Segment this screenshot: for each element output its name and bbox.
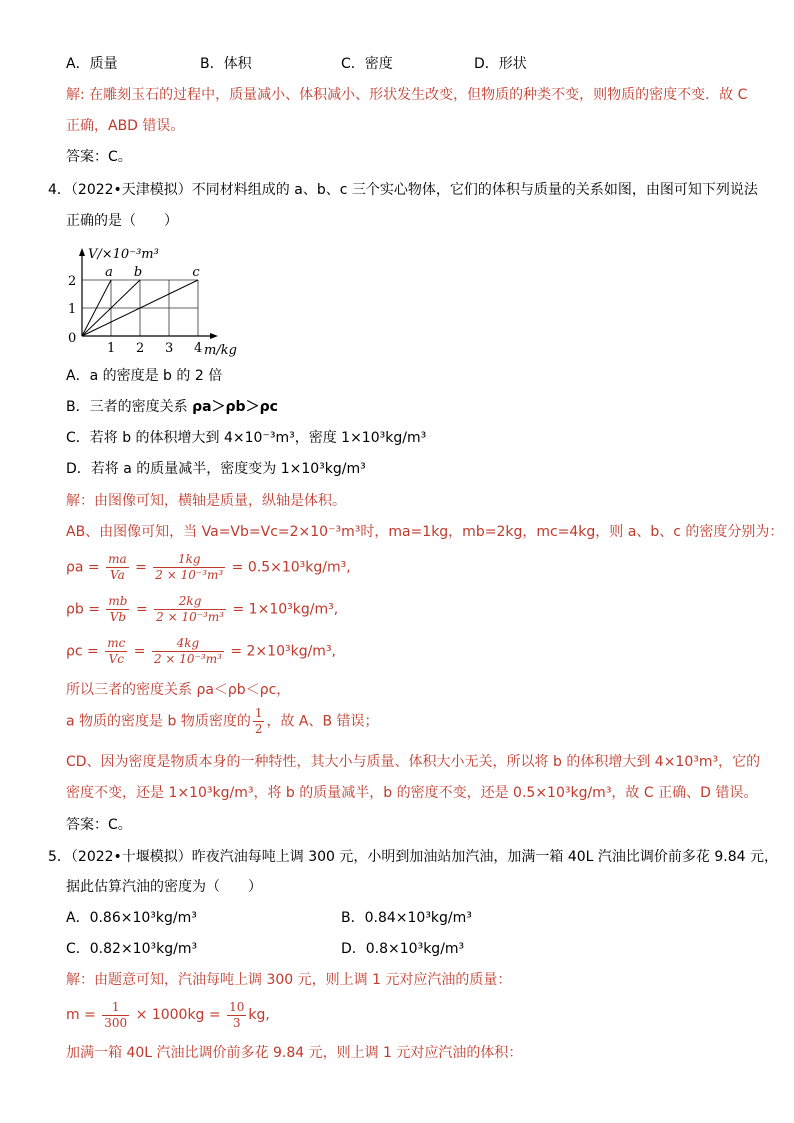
q5-stem-line-2: 据此估算汽油的密度为（ ）: [66, 879, 262, 895]
q3-answer: 答案：C。: [66, 149, 132, 165]
mass-middle: × 1000kg =: [135, 1007, 221, 1023]
q4-solution-line-1: 解：由图像可知，横轴是质量，纵轴是体积。: [66, 493, 346, 509]
q4-option-b-expr: ρa＞ρb＞ρc: [192, 399, 278, 415]
mass-equation: [66, 998, 270, 1032]
q3-option-c: C．密度: [341, 56, 393, 72]
rho-b-equation: ρb = $\frac{mb}{Vb}$ = $\frac{2kg}{\text{2 × 10⁻³m³}}$ = 1×10³kg/m³,: [66, 594, 339, 624]
rho-a-lhs: ρa =: [66, 559, 100, 576]
mass-suffix: kg,: [248, 1007, 270, 1023]
q4-option-a: A．a 的密度是 b 的 2 倍: [66, 368, 223, 384]
q4-option-c: C．若将 b 的体积增大到 4×10⁻³m³，密度 1×10³kg/m³: [66, 430, 427, 446]
half-density-suffix: ，故 A、B 错误；: [266, 713, 379, 730]
rho-c-fraction-values: $\frac{4kg}{\text{2 × 10⁻³m³}}$: [153, 636, 222, 666]
q5-option-a: A．0.86×10³kg/m³: [66, 910, 197, 926]
x-axis-arrow: [210, 333, 218, 339]
rho-c-lhs: ρc =: [66, 643, 99, 660]
q4-answer: 答案：C。: [66, 817, 132, 833]
x-tick-label: 2: [136, 341, 145, 356]
series-label-a: a: [105, 265, 113, 280]
x-tick-label: 1: [107, 341, 116, 356]
q3-option-b: B．体积: [200, 56, 252, 72]
rho-a-fraction-symbolic: $\frac{ma}{Va}$: [108, 552, 127, 582]
cd-explanation-line-2: 密度不变，还是 1×10³kg/m³，将 b 的质量减半，b 的密度不变，还是 0.5×10³kg/m³，故 C 正确、D 错误。: [66, 785, 758, 801]
q4-option-b-prefix: B．三者的密度关系: [66, 399, 193, 415]
q5-stem-line-1: 5．（2022•十堰模拟）昨夜汽油每吨上调 300 元，小明到加油站加汽油，加满一箱 40L 汽油比调价前多花 9.84 元，: [48, 849, 779, 865]
cd-explanation-line-1: CD、因为密度是物质本身的一种特性，其大小与质量、体积大小无关，所以将 b 的体积增大到 4×10³m³，它的: [66, 754, 761, 770]
q3-solution-line-2: 正确，ABD 错误。: [66, 118, 185, 134]
q5-option-b: B．0.84×10³kg/m³: [341, 910, 472, 926]
x-axis-label: m/kg: [204, 343, 237, 358]
volume-mass-chart: [62, 236, 262, 358]
q4-stem-line-2: 正确的是（ ）: [66, 213, 178, 229]
mass-fraction-2: $\frac{10}{3}$: [229, 999, 245, 1030]
rho-b-fraction-symbolic: $\frac{mb}{Vb}$: [108, 594, 128, 624]
q4-solution-line-2: AB、由图像可知，当 Va=Vb=Vc=2×10⁻³m³时，ma=1kg，mb=2kg，mc=4kg，则 a、b、c 的密度分别为：: [66, 524, 784, 540]
q4-option-d: D．若将 a 的质量减半，密度变为 1×10³kg/m³: [66, 461, 366, 477]
rho-b-lhs: ρb =: [66, 601, 100, 618]
series-label-b: b: [133, 265, 143, 280]
rho-c-equation: ρc = $\frac{mc}{Vc}$ = $\frac{4kg}{\text{2 × 10⁻³m³}}$ = 2×10³kg/m³,: [66, 636, 336, 666]
half-density-prefix: a 物质的密度是 b 物质密度的: [66, 713, 251, 730]
half-density-line: [66, 706, 379, 737]
x-tick-label: 3: [165, 341, 174, 356]
density-relation: 所以三者的密度关系 ρa＜ρb＜ρc，: [66, 682, 291, 698]
series-label-c: c: [192, 265, 200, 280]
rho-a-result: = 0.5×10³kg/m³,: [231, 559, 351, 576]
mass-fraction-1: $\frac{1}{300}$: [104, 999, 128, 1030]
q3-solution-line-1: 解: 在雕刻玉石的过程中，质量减小、体积减小、形状发生改变，但物质的种类不变，则物质的密度不变．故 C: [66, 87, 748, 103]
rho-c-fraction-symbolic: $\frac{mc}{Vc}$: [107, 636, 126, 666]
rho-b-fraction-values: $\frac{2kg}{\text{2 × 10⁻³m³}}$: [156, 594, 225, 624]
x-tick-label: 4: [194, 341, 203, 356]
y-tick-label: 2: [68, 274, 77, 289]
rho-c-result: = 2×10³kg/m³,: [230, 643, 336, 660]
q4-option-b: [66, 397, 278, 417]
q4-stem-line-1: 4．（2022•天津模拟）不同材料组成的 a、b、c 三个实心物体，它们的体积与质量的关系如图，由图可知下列说法: [48, 182, 758, 198]
q3-option-a: A．质量: [66, 56, 118, 72]
q3-option-d: D．形状: [474, 56, 527, 72]
q5-option-d: D．0.8×10³kg/m³: [341, 941, 465, 957]
origin-label: 0: [68, 331, 77, 346]
q5-solution-line-2: 加满一箱 40L 汽油比调价前多花 9.84 元，则上调 1 元对应汽油的体积：: [66, 1045, 523, 1061]
rho-b-result: = 1×10³kg/m³,: [232, 601, 339, 618]
y-tick-label: 1: [68, 302, 77, 317]
mass-lhs: m =: [66, 1007, 96, 1023]
rho-a-equation: ρa = $\frac{ma}{Va}$ = $\frac{1kg}{\text{2 × 10⁻³m³}}$ = 0.5×10³kg/m³,: [66, 552, 351, 582]
one-half-fraction: $\frac{1}{2}$: [254, 706, 263, 736]
rho-a-fraction-values: $\frac{1kg}{\text{2 × 10⁻³m³}}$: [155, 552, 224, 582]
q5-solution-line-1: 解：由题意可知，汽油每吨上调 300 元，则上调 1 元对应汽油的质量：: [66, 972, 512, 988]
y-axis-label: V/×10⁻³m³: [88, 247, 159, 262]
y-axis-arrow: [79, 248, 85, 256]
q5-option-c: C．0.82×10³kg/m³: [66, 941, 198, 957]
